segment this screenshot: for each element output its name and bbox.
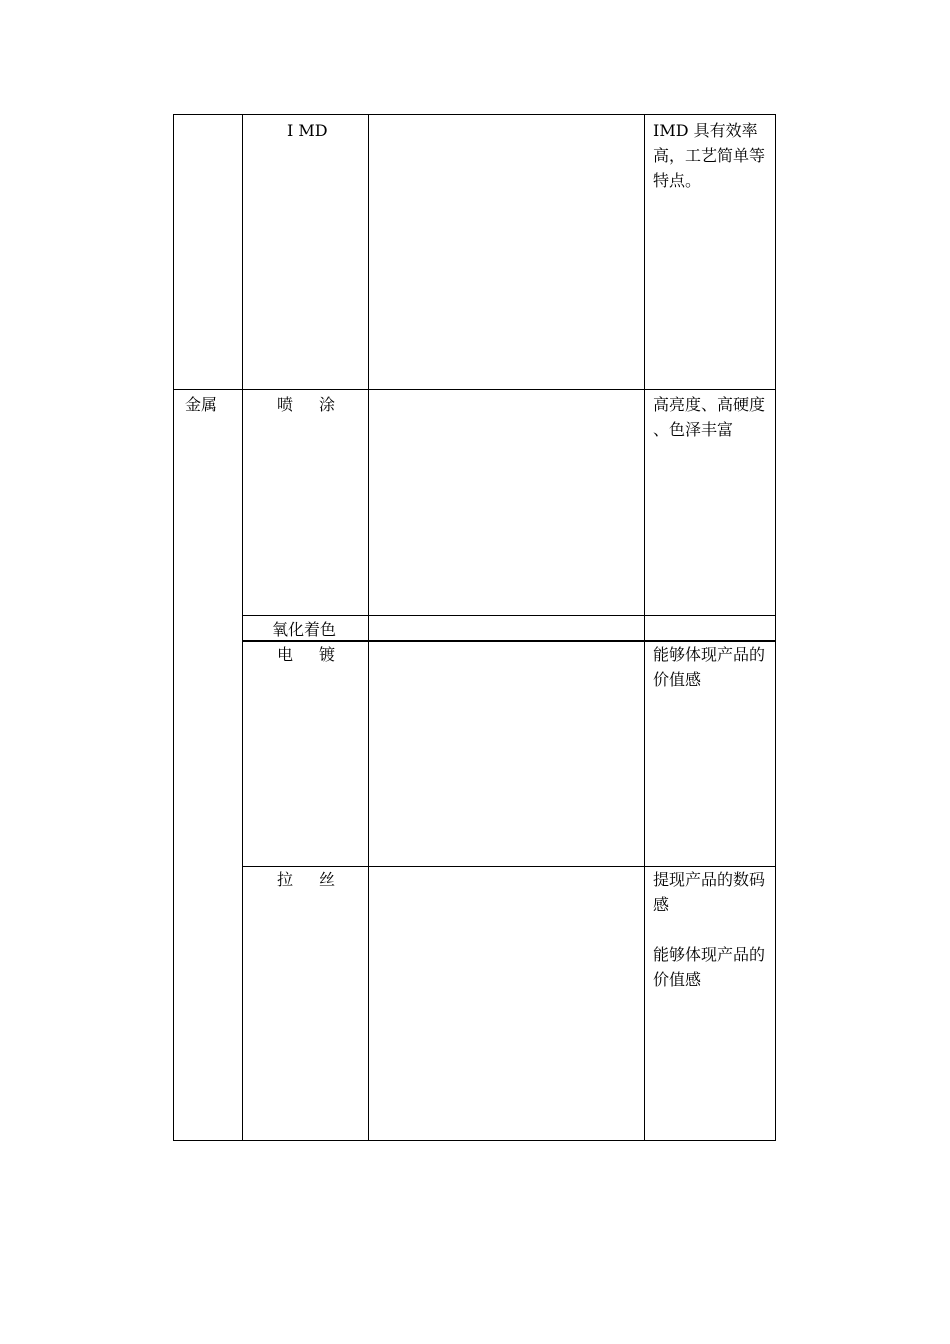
row-divider <box>173 389 776 390</box>
process-name: 喷涂 <box>277 395 362 414</box>
table-bottom-border <box>173 1140 776 1141</box>
note-text: 能够体现产品的价值感 <box>653 945 766 989</box>
column-divider <box>644 114 645 1141</box>
table-top-border <box>173 114 776 115</box>
row-divider <box>242 615 776 616</box>
category-label: 金属 <box>185 395 218 414</box>
table-right-border <box>775 114 776 1141</box>
process-name: I MD <box>287 121 328 140</box>
process-name: 氧化着色 <box>272 620 337 639</box>
note-text: 高亮度、高硬度 、色泽丰富 <box>653 395 766 439</box>
column-divider <box>242 114 243 1141</box>
process-name: 拉丝 <box>277 870 362 889</box>
column-divider <box>368 114 369 1141</box>
process-name: 电镀 <box>277 645 362 664</box>
table-left-border <box>173 114 174 1141</box>
note-text: 能够体现产品的价值感 <box>653 645 766 689</box>
note-text: IMD 具有效率高，工艺简单等特点。 <box>653 121 766 190</box>
note-text: 提现产品的数码感 <box>653 870 766 914</box>
